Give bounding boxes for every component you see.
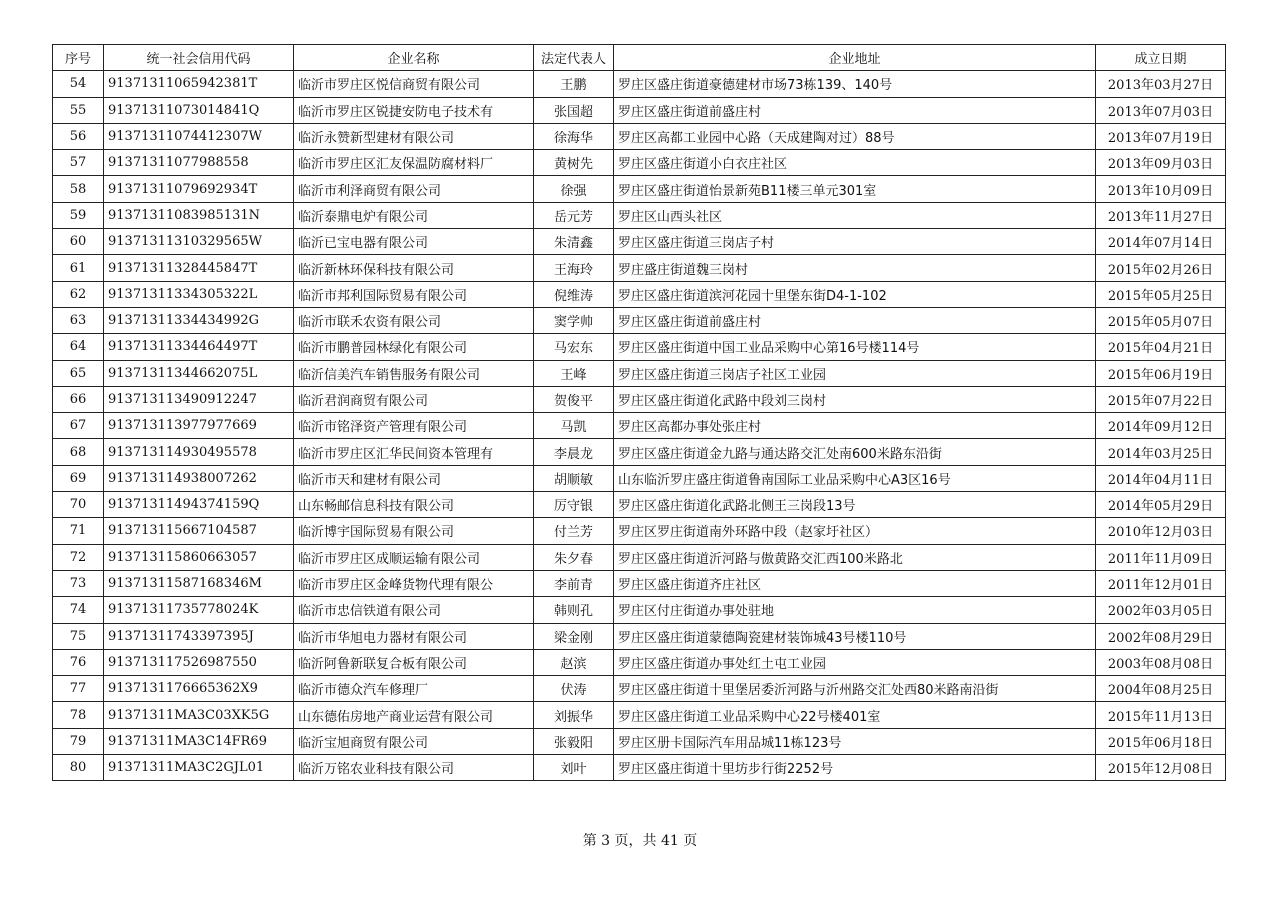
table-row (53, 71, 1226, 97)
page-footer: 第 3 页，共 41 页 (582, 833, 698, 849)
cell-company-name: 临沂市忠信铁道有限公司 (294, 597, 534, 623)
cell-company-name: 临沂市铭泽资产管理有限公司 (294, 413, 534, 439)
table-row (53, 623, 1226, 649)
cell-company-address: 罗庄区盛庄街道金九路与通达路交汇处南600米路东沿街 (614, 439, 1096, 465)
cell-credit-code: 91371311735778024K (104, 597, 294, 623)
cell-established-date: 2014年09月12日 (1096, 413, 1226, 439)
cell-company-name: 临沂信美汽车销售服务有限公司 (294, 360, 534, 386)
cell-company-address: 罗庄区高都工业园中心路（天成建陶对过）88号 (614, 123, 1096, 149)
table-row (53, 649, 1226, 675)
table-row (53, 465, 1226, 491)
cell-company-address: 罗庄区盛庄街道十里坊步行街2252号 (614, 755, 1096, 781)
cell-company-name: 山东德佑房地产商业运营有限公司 (294, 702, 534, 728)
cell-company-name: 山东畅邮信息科技有限公司 (294, 492, 534, 518)
cell-established-date: 2015年06月19日 (1096, 360, 1226, 386)
cell-established-date: 2014年03月25日 (1096, 439, 1226, 465)
cell-established-date: 2011年11月09日 (1096, 544, 1226, 570)
cell-established-date: 2015年12月08日 (1096, 755, 1226, 781)
cell-serial-number: 64 (53, 334, 104, 360)
cell-company-name: 临沂永赞新型建材有限公司 (294, 123, 534, 149)
cell-company-name: 临沂已宝电器有限公司 (294, 229, 534, 255)
cell-company-name: 临沂市利泽商贸有限公司 (294, 176, 534, 202)
cell-serial-number: 65 (53, 360, 104, 386)
table-row (53, 492, 1226, 518)
cell-credit-code: 91371311743397395J (104, 623, 294, 649)
cell-established-date: 2002年03月05日 (1096, 597, 1226, 623)
cell-credit-code: 913713115860663057 (104, 544, 294, 570)
cell-credit-code: 91371311074412307W (104, 123, 294, 149)
header-company-address: 企业地址 (614, 45, 1096, 71)
cell-company-address: 罗庄区盛庄街道怡景新苑B11楼三单元301室 (614, 176, 1096, 202)
cell-company-address: 罗庄区盛庄街道化武路北侧王三岗段13号 (614, 492, 1096, 518)
cell-company-name: 临沂市罗庄区悦信商贸有限公司 (294, 71, 534, 97)
cell-company-address: 罗庄区高都办事处张庄村 (614, 413, 1096, 439)
cell-credit-code: 91371311MA3C2GJL01 (104, 755, 294, 781)
table-row (53, 97, 1226, 123)
table-row (53, 518, 1226, 544)
cell-serial-number: 57 (53, 150, 104, 176)
table-row (53, 334, 1226, 360)
cell-established-date: 2014年04月11日 (1096, 465, 1226, 491)
cell-legal-representative: 刘叶 (534, 755, 614, 781)
table-row (53, 676, 1226, 702)
cell-serial-number: 63 (53, 307, 104, 333)
cell-serial-number: 54 (53, 71, 104, 97)
table-row (53, 150, 1226, 176)
cell-legal-representative: 窦学帅 (534, 307, 614, 333)
cell-legal-representative: 岳元芳 (534, 202, 614, 228)
table-row (53, 386, 1226, 412)
table-row (53, 255, 1226, 281)
cell-company-address: 罗庄区册卡国际汽车用品城11栋123号 (614, 728, 1096, 754)
cell-established-date: 2002年08月29日 (1096, 623, 1226, 649)
cell-company-address: 罗庄区付庄街道办事处驻地 (614, 597, 1096, 623)
cell-credit-code: 91371311079692934T (104, 176, 294, 202)
cell-credit-code: 91371311334305322L (104, 281, 294, 307)
cell-legal-representative: 朱夕春 (534, 544, 614, 570)
cell-company-address: 罗庄区盛庄街道办事处红土屯工业园 (614, 649, 1096, 675)
table-row (53, 229, 1226, 255)
cell-company-address: 罗庄区盛庄街道前盛庄村 (614, 97, 1096, 123)
cell-credit-code: 913713114938007262 (104, 465, 294, 491)
cell-legal-representative: 厉守银 (534, 492, 614, 518)
table-row (53, 413, 1226, 439)
cell-legal-representative: 李晨龙 (534, 439, 614, 465)
cell-credit-code: 9137131176665362X9 (104, 676, 294, 702)
cell-company-name: 临沂市华旭电力器材有限公司 (294, 623, 534, 649)
cell-serial-number: 72 (53, 544, 104, 570)
cell-credit-code: 91371311344662075L (104, 360, 294, 386)
cell-credit-code: 913713114930495578 (104, 439, 294, 465)
cell-established-date: 2014年07月14日 (1096, 229, 1226, 255)
cell-company-address: 罗庄区盛庄街道滨河花园十里堡东街D4-1-102 (614, 281, 1096, 307)
cell-legal-representative: 胡顺敏 (534, 465, 614, 491)
cell-legal-representative: 张国超 (534, 97, 614, 123)
cell-serial-number: 70 (53, 492, 104, 518)
cell-company-name: 临沂市鹏普园林绿化有限公司 (294, 334, 534, 360)
cell-serial-number: 76 (53, 649, 104, 675)
cell-credit-code: 91371311MA3C14FR69 (104, 728, 294, 754)
cell-established-date: 2003年08月08日 (1096, 649, 1226, 675)
cell-credit-code: 91371311587168346M (104, 570, 294, 596)
cell-serial-number: 73 (53, 570, 104, 596)
cell-company-address: 山东临沂罗庄盛庄街道鲁南国际工业品采购中心A3区16号 (614, 465, 1096, 491)
cell-company-name: 临沂宝旭商贸有限公司 (294, 728, 534, 754)
cell-legal-representative: 马凯 (534, 413, 614, 439)
cell-legal-representative: 付兰芳 (534, 518, 614, 544)
cell-established-date: 2013年07月03日 (1096, 97, 1226, 123)
cell-legal-representative: 倪维涛 (534, 281, 614, 307)
cell-serial-number: 74 (53, 597, 104, 623)
table-row (53, 755, 1226, 781)
cell-established-date: 2015年02月26日 (1096, 255, 1226, 281)
cell-company-name: 临沂市罗庄区汇华民间资本管理有 (294, 439, 534, 465)
cell-company-address: 罗庄区盛庄街道齐庄社区 (614, 570, 1096, 596)
cell-credit-code: 91371311494374159Q (104, 492, 294, 518)
cell-company-address: 罗庄区罗庄街道南外环路中段（赵家圩社区） (614, 518, 1096, 544)
cell-serial-number: 75 (53, 623, 104, 649)
cell-company-address: 罗庄区山西头社区 (614, 202, 1096, 228)
cell-company-name: 临沂新林环保科技有限公司 (294, 255, 534, 281)
cell-legal-representative: 黄树先 (534, 150, 614, 176)
cell-company-name: 临沂君润商贸有限公司 (294, 386, 534, 412)
cell-serial-number: 69 (53, 465, 104, 491)
cell-credit-code: 91371311065942381T (104, 71, 294, 97)
cell-legal-representative: 张毅阳 (534, 728, 614, 754)
cell-company-name: 临沂市罗庄区汇友保温防腐材料厂 (294, 150, 534, 176)
cell-established-date: 2015年11月13日 (1096, 702, 1226, 728)
cell-legal-representative: 王鹏 (534, 71, 614, 97)
cell-established-date: 2013年11月27日 (1096, 202, 1226, 228)
cell-credit-code: 91371311MA3C03XK5G (104, 702, 294, 728)
cell-established-date: 2015年07月22日 (1096, 386, 1226, 412)
cell-legal-representative: 徐海华 (534, 123, 614, 149)
cell-serial-number: 61 (53, 255, 104, 281)
cell-serial-number: 62 (53, 281, 104, 307)
cell-credit-code: 91371311083985131N (104, 202, 294, 228)
cell-established-date: 2014年05月29日 (1096, 492, 1226, 518)
cell-legal-representative: 王峰 (534, 360, 614, 386)
cell-company-address: 罗庄区盛庄街道前盛庄村 (614, 307, 1096, 333)
table-row (53, 202, 1226, 228)
cell-established-date: 2013年03月27日 (1096, 71, 1226, 97)
cell-credit-code: 91371311334464497T (104, 334, 294, 360)
cell-credit-code: 91371311077988558 (104, 150, 294, 176)
cell-legal-representative: 赵滨 (534, 649, 614, 675)
cell-serial-number: 78 (53, 702, 104, 728)
cell-company-address: 罗庄区盛庄街道三岗店子社区工业园 (614, 360, 1096, 386)
cell-company-name: 临沂博宇国际贸易有限公司 (294, 518, 534, 544)
cell-serial-number: 77 (53, 676, 104, 702)
header-established-date: 成立日期 (1096, 45, 1226, 71)
cell-company-address: 罗庄区盛庄街道豪德建材市场73栋139、140号 (614, 71, 1096, 97)
header-serial-number: 序号 (53, 45, 104, 71)
cell-company-address: 罗庄区盛庄街道小白衣庄社区 (614, 150, 1096, 176)
cell-established-date: 2015年04月21日 (1096, 334, 1226, 360)
cell-credit-code: 913713115667104587 (104, 518, 294, 544)
header-company-name: 企业名称 (294, 45, 534, 71)
cell-company-name: 临沂市天和建材有限公司 (294, 465, 534, 491)
cell-company-name: 临沂市邦利国际贸易有限公司 (294, 281, 534, 307)
cell-legal-representative: 刘振华 (534, 702, 614, 728)
cell-established-date: 2013年09月03日 (1096, 150, 1226, 176)
cell-serial-number: 60 (53, 229, 104, 255)
header-legal-representative: 法定代表人 (534, 45, 614, 71)
cell-legal-representative: 李前青 (534, 570, 614, 596)
cell-established-date: 2011年12月01日 (1096, 570, 1226, 596)
table-row (53, 307, 1226, 333)
table-row (53, 728, 1226, 754)
table-row (53, 570, 1226, 596)
cell-legal-representative: 徐强 (534, 176, 614, 202)
cell-credit-code: 913713117526987550 (104, 649, 294, 675)
cell-company-name: 临沂泰鼎电炉有限公司 (294, 202, 534, 228)
cell-serial-number: 80 (53, 755, 104, 781)
cell-company-name: 临沂万铭农业科技有限公司 (294, 755, 534, 781)
cell-established-date: 2004年08月25日 (1096, 676, 1226, 702)
cell-serial-number: 68 (53, 439, 104, 465)
cell-serial-number: 58 (53, 176, 104, 202)
cell-legal-representative: 朱清鑫 (534, 229, 614, 255)
cell-serial-number: 66 (53, 386, 104, 412)
cell-credit-code: 91371311328445847T (104, 255, 294, 281)
table-row (53, 544, 1226, 570)
cell-legal-representative: 韩则孔 (534, 597, 614, 623)
cell-company-name: 临沂市罗庄区成顺运输有限公司 (294, 544, 534, 570)
cell-established-date: 2015年05月07日 (1096, 307, 1226, 333)
cell-company-address: 罗庄区盛庄街道蒙德陶瓷建材装饰城43号楼110号 (614, 623, 1096, 649)
cell-established-date: 2015年05月25日 (1096, 281, 1226, 307)
cell-company-address: 罗庄区盛庄街道三岗店子村 (614, 229, 1096, 255)
cell-credit-code: 913713113490912247 (104, 386, 294, 412)
cell-serial-number: 79 (53, 728, 104, 754)
table-row (53, 597, 1226, 623)
cell-serial-number: 55 (53, 97, 104, 123)
cell-company-address: 罗庄区盛庄街道中国工业品采购中心第16号楼114号 (614, 334, 1096, 360)
cell-established-date: 2013年07月19日 (1096, 123, 1226, 149)
table-row (53, 439, 1226, 465)
cell-credit-code: 91371311073014841Q (104, 97, 294, 123)
cell-credit-code: 913713113977977669 (104, 413, 294, 439)
header-credit-code: 统一社会信用代码 (104, 45, 294, 71)
cell-serial-number: 59 (53, 202, 104, 228)
table-row (53, 360, 1226, 386)
cell-established-date: 2013年10月09日 (1096, 176, 1226, 202)
cell-company-address: 罗庄区盛庄街道工业品采购中心22号楼401室 (614, 702, 1096, 728)
table-row (53, 702, 1226, 728)
cell-serial-number: 67 (53, 413, 104, 439)
cell-credit-code: 91371311334434992G (104, 307, 294, 333)
cell-established-date: 2015年06月18日 (1096, 728, 1226, 754)
cell-legal-representative: 马宏东 (534, 334, 614, 360)
cell-company-address: 罗庄区盛庄街道十里堡居委沂河路与沂州路交汇处西80米路南沿街 (614, 676, 1096, 702)
cell-credit-code: 91371311310329565W (104, 229, 294, 255)
cell-legal-representative: 王海玲 (534, 255, 614, 281)
company-registry-table (52, 44, 1226, 781)
cell-company-address: 罗庄区盛庄街道沂河路与傲黄路交汇西100米路北 (614, 544, 1096, 570)
cell-legal-representative: 梁金刚 (534, 623, 614, 649)
table-row (53, 281, 1226, 307)
cell-serial-number: 56 (53, 123, 104, 149)
cell-legal-representative: 贺俊平 (534, 386, 614, 412)
cell-company-name: 临沂市罗庄区锐捷安防电子技术有 (294, 97, 534, 123)
cell-company-address: 罗庄盛庄街道魏三岗村 (614, 255, 1096, 281)
cell-company-address: 罗庄区盛庄街道化武路中段刘三岗村 (614, 386, 1096, 412)
cell-company-name: 临沂市联禾农资有限公司 (294, 307, 534, 333)
cell-serial-number: 71 (53, 518, 104, 544)
cell-company-name: 临沂市罗庄区金峰货物代理有限公 (294, 570, 534, 596)
table-header-row (53, 45, 1226, 71)
cell-company-name: 临沂阿鲁新联复合板有限公司 (294, 649, 534, 675)
cell-company-name: 临沂市德众汽车修理厂 (294, 676, 534, 702)
table-row (53, 123, 1226, 149)
cell-legal-representative: 伏涛 (534, 676, 614, 702)
cell-established-date: 2010年12月03日 (1096, 518, 1226, 544)
table-row (53, 176, 1226, 202)
